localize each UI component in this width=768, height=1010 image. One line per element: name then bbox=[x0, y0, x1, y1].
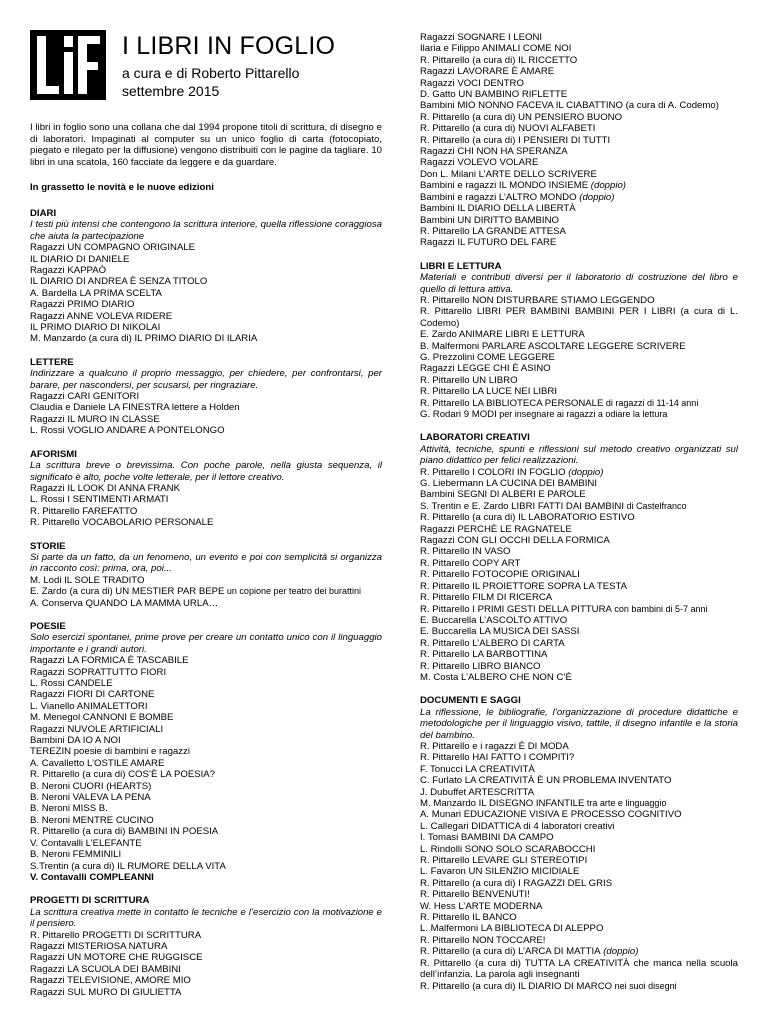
list-item bbox=[420, 752, 738, 763]
list-item bbox=[420, 352, 738, 363]
item-title: Ragazzi LA SCUOLA DEI BAMBINI bbox=[30, 963, 181, 975]
list-item bbox=[30, 769, 382, 780]
list-item bbox=[420, 66, 738, 77]
item-title: Bambini IL DIARIO DELLA LIBERTÀ bbox=[420, 203, 576, 215]
list-item bbox=[30, 975, 382, 986]
item-title: R. Pittarello FILM DI RICERCA bbox=[420, 592, 553, 604]
list-item bbox=[420, 672, 738, 683]
list-item bbox=[420, 821, 738, 832]
item-title: R. Pittarello VOCABOLARIO PERSONALE bbox=[30, 517, 214, 529]
item-title: A. Bardella LA PRIMA SCELTA bbox=[30, 287, 162, 299]
list-item bbox=[420, 546, 738, 557]
list-item bbox=[30, 849, 382, 860]
list-item bbox=[30, 930, 382, 941]
subtitle-date: settembre 2015 bbox=[122, 83, 220, 99]
item-note: per insegnare ai ragazzi a odiare la lettura bbox=[496, 409, 668, 419]
item-title: V. Contavalli L’ELEFANTE bbox=[30, 837, 142, 849]
item-title: Ragazzi SUL MURO DI GIULIETTA bbox=[30, 986, 182, 998]
list-item bbox=[30, 712, 382, 723]
list-item bbox=[420, 901, 738, 912]
list-item bbox=[420, 935, 738, 946]
item-title: B. Neroni MENTRE CUCINO bbox=[30, 814, 154, 826]
list-item bbox=[30, 391, 382, 402]
item-title: Bambini DA IO A NOI bbox=[30, 735, 121, 747]
item-title: Ragazzi PERCHÈ LE RAGNATELE bbox=[420, 523, 572, 535]
item-title: Bambini UN DIRITTO BAMBINO bbox=[420, 214, 559, 226]
list-item bbox=[30, 758, 382, 769]
item-title: R. Pittarello LIBRO BIANCO bbox=[420, 660, 541, 672]
list-item bbox=[30, 575, 382, 586]
item-title: R. Pittarello NON DISTURBARE STIAMO LEGGENDO bbox=[420, 294, 655, 306]
item-title: E. Zardo ANIMARE LIBRI E LETTURA bbox=[420, 329, 585, 341]
item-title: C. Furlato LA CREATIVITÀ È UN PROBLEMA INVENTATO bbox=[420, 775, 672, 787]
list-item bbox=[420, 535, 738, 546]
item-title: R. Pittarello PROGETTI DI SCRITTURA bbox=[30, 929, 202, 941]
list-item bbox=[30, 311, 382, 322]
item-title: Ragazzi KAPPAÒ bbox=[30, 265, 107, 276]
item-note: tra arte e linguaggio bbox=[584, 798, 667, 808]
section-title: AFORISMI bbox=[30, 448, 77, 460]
list-item bbox=[420, 489, 738, 500]
item-title: Ragazzi TELEVISIONE, AMORE MIO bbox=[30, 975, 191, 987]
list-item bbox=[420, 558, 738, 569]
item-title: S. Trentin e E. Zardo LIBRI FATTI DAI BAMBINI bbox=[420, 500, 625, 512]
item-title: Bambini MIO NONNO FACEVA IL CIABATTINO (a cura di A. Codemo) bbox=[420, 100, 719, 112]
list-item bbox=[420, 524, 738, 535]
item-title: B. Neroni CUORI (HEARTS) bbox=[30, 780, 152, 792]
section bbox=[30, 541, 382, 609]
item-title: R. Pittarello LA GRANDE ATTESA bbox=[420, 225, 566, 237]
list-item bbox=[420, 306, 738, 329]
libri-in-foglio-logo bbox=[30, 30, 106, 100]
item-title: E. Buccarella L’ASCOLTO ATTIVO bbox=[420, 614, 568, 626]
item-title: Claudia e Daniele LA FINESTRA lettere a Holden bbox=[30, 402, 240, 414]
item-title: R. Pittarello IL PROIETTORE SOPRA LA TESTA bbox=[420, 580, 628, 592]
item-title: Ragazzi VOCI DENTRO bbox=[420, 77, 524, 89]
list-item bbox=[30, 815, 382, 826]
item-title: R. Pittarello LA BIBLIOTECA PERSONALE bbox=[420, 397, 604, 409]
item-note: (doppio) bbox=[565, 466, 604, 478]
list-item bbox=[420, 764, 738, 775]
section-title: PROGETTI DI SCRITTURA bbox=[30, 895, 150, 907]
item-note: (doppio) bbox=[588, 180, 626, 192]
section-title: LABORATORI CREATIVI bbox=[420, 432, 530, 444]
section-description: La riflessione, le bibliografie, l’organizzazione di procedure didattiche e metodologiche per il linguaggio visivo, tattile, il disegno infantile e la storia del bambino. bbox=[420, 706, 738, 741]
item-title: R. Pittarello BENVENUTI! bbox=[420, 889, 530, 901]
list-item bbox=[420, 55, 738, 66]
list-item bbox=[30, 861, 382, 872]
item-title: Bambini e ragazzi L’ALTRO MONDO bbox=[420, 191, 577, 203]
list-item bbox=[420, 386, 738, 397]
section-description: Si parte da un fatto, da un fenomeno, un evento e poi con semplicità si organizza in racconto così: prima, ora, poi... bbox=[30, 551, 382, 575]
item-title: R. Pittarello L’ALBERO DI CARTA bbox=[420, 637, 565, 649]
list-item bbox=[30, 494, 382, 505]
list-item bbox=[30, 333, 382, 344]
document-title: I LIBRI IN FOGLIO bbox=[122, 32, 336, 60]
item-title: D. Gatto UN BAMBINO RIFLETTE bbox=[420, 89, 568, 101]
section-description: I testi più intensi che contengono la scrittura interiore, quella riflessione coraggiosa che aiuta la partecipazione bbox=[30, 219, 382, 242]
list-item bbox=[420, 787, 738, 798]
item-title: R. Pittarello I COLORI IN FOGLIO bbox=[420, 466, 566, 478]
item-title: R. Pittarello (a cura di) L’ARCA DI MATTIA bbox=[420, 946, 601, 958]
section-description: Indirizzare a qualcuno il proprio messaggio, per chiedere, per confrontarsi, per barare, per nascondersi, per scusarsi, per ringraziare. bbox=[30, 368, 382, 391]
item-title: A. Munari EDUCAZIONE VISIVA E PROCESSO COGNITIVO bbox=[420, 809, 682, 821]
item-title: A. Cavalletto L’OSTILE AMARE bbox=[30, 757, 165, 769]
list-item bbox=[420, 409, 738, 420]
item-title: L. Rindolli SONO SOLO SCARABOCCHI bbox=[420, 843, 596, 855]
left-sections bbox=[30, 208, 382, 998]
item-note: di Castelfranco bbox=[624, 500, 687, 511]
section bbox=[30, 895, 382, 998]
item-title: Ragazzi IL MURO IN CLASSE bbox=[30, 413, 160, 425]
list-item bbox=[420, 592, 738, 603]
list-item bbox=[30, 667, 382, 678]
intro-paragraph: I libri in foglio sono una collana che dal 1994 propone titoli di scrittura, di disegno e di laboratori. Impaginati al computer su un unico foglio di carta (fotocopiato, piegato e rilegato per la diffusione) vengono distribuiti con le pagine da tagliare. 10 libri in una scatola, 160 facciate da leggere e da guardare. bbox=[30, 122, 382, 168]
bold-note: In grassetto le novità e le nuove edizioni bbox=[30, 182, 214, 194]
list-item bbox=[30, 792, 382, 803]
list-item bbox=[30, 724, 382, 735]
item-title: R. Pittarello LEVARE GLI STEREOTIPI bbox=[420, 855, 588, 867]
item-title: Ragazzi FIORI DI CARTONE bbox=[30, 689, 155, 701]
list-item bbox=[30, 299, 382, 310]
section-title: LETTERE bbox=[30, 356, 74, 368]
list-item bbox=[30, 517, 382, 528]
item-title: L. Rossi VOGLIO ANDARE A PONTELONGO bbox=[30, 425, 225, 437]
item-title: G. Liebermann LA CUCINA DEI BAMBINI bbox=[420, 478, 598, 490]
item-title: R. Pittarello UN LIBRO bbox=[420, 374, 518, 386]
list-item bbox=[420, 581, 738, 592]
section bbox=[30, 621, 382, 883]
list-item bbox=[420, 180, 738, 191]
list-item bbox=[30, 678, 382, 689]
item-title: S.Trentin (a cura di) IL RUMORE DELLA VITA bbox=[30, 860, 226, 872]
list-item bbox=[420, 638, 738, 649]
item-title: IL DIARIO DI DANIELE bbox=[30, 253, 130, 265]
continued-list bbox=[420, 32, 738, 249]
item-title: R. Pittarello FAREFATTO bbox=[30, 505, 138, 517]
list-item bbox=[420, 878, 738, 889]
item-title: B. Malfermoni PARLARE ASCOLTARE LEGGERE SCRIVERE bbox=[420, 340, 686, 352]
list-item bbox=[420, 146, 738, 157]
item-title: Ragazzi CARI GENITORI bbox=[30, 391, 140, 403]
item-note: di ragazzi di 11-14 anni bbox=[603, 397, 699, 408]
section bbox=[30, 357, 382, 437]
item-title: R. Pittarello HAI FATTO I COMPITI? bbox=[420, 752, 575, 764]
list-item bbox=[420, 157, 738, 168]
list-item bbox=[420, 467, 738, 478]
list-item bbox=[420, 981, 738, 992]
list-item bbox=[30, 288, 382, 299]
item-title: Ragazzi UN MOTORE CHE RUGGISCE bbox=[30, 952, 203, 964]
list-item bbox=[30, 746, 382, 757]
list-item bbox=[420, 626, 738, 637]
item-title: G. Rodari 9 MODI bbox=[420, 409, 497, 420]
item-note: un copione per teatro dei burattini bbox=[224, 586, 362, 597]
list-item bbox=[420, 295, 738, 306]
list-item bbox=[420, 78, 738, 89]
list-item bbox=[420, 135, 738, 146]
list-item bbox=[30, 689, 382, 700]
item-title: I. Tomasi BAMBINI DA CAMPO bbox=[420, 832, 554, 844]
list-item bbox=[30, 826, 382, 837]
item-title: Ragazzi LA FORMICA È TASCABILE bbox=[30, 655, 189, 667]
item-title: L. Vianello ANIMALETTORI bbox=[30, 700, 148, 712]
item-note: con bambini di 5-7 anni bbox=[611, 603, 708, 614]
item-title: Ragazzi VOLEVO VOLARE bbox=[420, 157, 539, 169]
list-item bbox=[420, 237, 738, 248]
list-item bbox=[420, 112, 738, 123]
list-item bbox=[30, 276, 382, 287]
list-item bbox=[420, 615, 738, 626]
list-item bbox=[420, 375, 738, 386]
list-item bbox=[30, 838, 382, 849]
list-item bbox=[30, 987, 382, 998]
section-title: LIBRI E LETTURA bbox=[420, 260, 502, 272]
item-title: E. Buccarella LA MUSICA DEI SASSI bbox=[420, 626, 580, 638]
item-title: Bambini SEGNI DI ALBERI E PAROLE bbox=[420, 489, 586, 501]
item-title: J. Dubuffet ARTESCRITTA bbox=[420, 786, 535, 798]
list-item bbox=[30, 872, 382, 883]
item-title: R. Pittarello IN VASO bbox=[420, 546, 511, 558]
item-title: R. Pittarello (a cura di) TUTTA LA CREATIVITÀ che manca nella scuola dell’infanzia. La parola agli insegnanti bbox=[420, 957, 738, 981]
list-item bbox=[420, 569, 738, 580]
item-note: (doppio) bbox=[600, 946, 639, 958]
item-title: M. Lodi IL SOLE TRADITO bbox=[30, 574, 145, 586]
section-title: POESIE bbox=[30, 620, 66, 632]
subtitle-author: a cura e di Roberto Pittarello bbox=[122, 65, 300, 81]
item-note: (doppio) bbox=[576, 191, 615, 203]
section-title: DIARI bbox=[30, 207, 57, 219]
item-title: Ragazzi LAVORARE È AMARE bbox=[420, 66, 555, 78]
item-title: R. Pittarello (a cura di) NUOVI ALFABETI bbox=[420, 123, 596, 135]
list-item bbox=[420, 478, 738, 489]
item-title: R. Pittarello (a cura di) I RAGAZZI DEL GRIS bbox=[420, 877, 613, 889]
list-item bbox=[420, 832, 738, 843]
list-item bbox=[30, 506, 382, 517]
item-title: R. Pittarello (a cura di) UN PENSIERO BUONO bbox=[420, 111, 623, 123]
item-title: R. Pittarello FOTOCOPIE ORIGINALI bbox=[420, 569, 580, 581]
list-item bbox=[420, 798, 738, 809]
item-title: Don L. Milani L’ARTE DELLO SCRIVERE bbox=[420, 168, 597, 180]
list-item bbox=[420, 43, 738, 54]
list-item bbox=[420, 363, 738, 374]
item-title: R. Pittarello (a cura di) IL DIARIO DI MARCO bbox=[420, 980, 613, 992]
list-item bbox=[420, 215, 738, 226]
list-item bbox=[420, 649, 738, 660]
list-item bbox=[420, 958, 738, 981]
item-title: Bambini e ragazzi IL MONDO INSIEME bbox=[420, 180, 589, 192]
item-title: V. Contavalli COMPLEANNI bbox=[30, 871, 154, 883]
item-title: Ilaria e Filippo ANIMALI COME NOI bbox=[420, 43, 572, 55]
section bbox=[420, 432, 738, 683]
item-title: L. Favaron UN SILENZIO MICIDIALE bbox=[420, 866, 580, 878]
list-item bbox=[420, 866, 738, 877]
list-item bbox=[420, 398, 738, 409]
list-item bbox=[420, 661, 738, 672]
item-note: nei suoi disegni bbox=[612, 980, 677, 991]
right-column bbox=[420, 32, 738, 1004]
item-title: R. Pittarello COPY ART bbox=[420, 557, 521, 569]
item-title: R. Pittarello (a cura di) COS’È LA POESIA? bbox=[30, 769, 216, 781]
header bbox=[30, 30, 382, 122]
list-item bbox=[420, 32, 738, 43]
list-item bbox=[30, 952, 382, 963]
list-item bbox=[420, 501, 738, 512]
section bbox=[420, 261, 738, 421]
item-title: M. Manzardo IL DISEGNO INFANTILE bbox=[420, 798, 585, 809]
list-item bbox=[420, 100, 738, 111]
section-title: DOCUMENTI E SAGGI bbox=[420, 695, 521, 707]
item-title: L. Rossi I SENTIMENTI ARMATI bbox=[30, 494, 169, 506]
item-title: G. Prezzolini COME LEGGERE bbox=[420, 351, 555, 363]
list-item bbox=[30, 322, 382, 333]
section-description: Attività, tecniche, spunti e riflessioni sul metodo creativo organizzati sul piano didattico per felici realizzazioni. bbox=[420, 443, 738, 467]
section-description: La scrittura creativa mette in contatto le tecniche e l’esercizio con la motivazione e il pensiero. bbox=[30, 906, 382, 930]
list-item bbox=[30, 483, 382, 494]
item-title: Ragazzi IL FUTURO DEL FARE bbox=[420, 237, 557, 249]
item-title: L. Rossi CANDELE bbox=[30, 678, 113, 689]
item-title: B. Neroni MISS B. bbox=[30, 803, 108, 815]
item-title: R. Pittarello LA LUCE NEI LIBRI bbox=[420, 386, 558, 398]
list-item bbox=[420, 604, 738, 615]
item-title: R. Pittarello (a cura di) BAMBINI IN POESIA bbox=[30, 826, 219, 838]
item-title: M. Menegol CANNONI E BOMBE bbox=[30, 712, 174, 724]
item-title: Ragazzi IL LOOK DI ANNA FRANK bbox=[30, 482, 180, 494]
list-item bbox=[420, 192, 738, 203]
item-title: R. Pittarello (a cura di) IL LABORATORIO ESTIVO bbox=[420, 512, 635, 524]
list-item bbox=[420, 341, 738, 352]
list-item bbox=[30, 941, 382, 952]
item-title: M. Costa L’ALBERO CHE NON C’È bbox=[420, 671, 572, 683]
item-title: Ragazzi UN COMPAGNO ORIGINALE bbox=[30, 242, 196, 254]
item-title: TEREZIN poesie di bambini e ragazzi bbox=[30, 746, 190, 758]
item-title: IL DIARIO DI ANDREA È SENZA TITOLO bbox=[30, 276, 208, 288]
item-title: B. Neroni VALEVA LA PENA bbox=[30, 792, 151, 804]
item-title: F. Tonucci LA CREATIVITÀ bbox=[420, 763, 535, 775]
list-item bbox=[420, 809, 738, 820]
list-item bbox=[420, 89, 738, 100]
item-title: L. Malfermoni LA BIBLIOTECA DI ALEPPO bbox=[420, 923, 604, 935]
item-title: Ragazzi SOGNARE I LEONI bbox=[420, 32, 543, 43]
list-item bbox=[30, 964, 382, 975]
item-title: R. Pittarello IL BANCO bbox=[420, 912, 517, 924]
list-item bbox=[420, 741, 738, 752]
list-item bbox=[420, 226, 738, 237]
item-title: R. Pittarello NON TOCCARE! bbox=[420, 934, 546, 946]
section bbox=[30, 208, 382, 345]
item-title: Ragazzi CON GLI OCCHI DELLA FORMICA bbox=[420, 535, 610, 547]
section-title: STORIE bbox=[30, 540, 66, 552]
document-subtitle bbox=[122, 64, 299, 100]
left-column bbox=[30, 0, 382, 1010]
right-sections bbox=[420, 261, 738, 992]
section-description: Materiali e contributi diversi per il laboratorio di costruzione del libro e quello di lettura attiva. bbox=[420, 272, 738, 295]
list-item bbox=[420, 329, 738, 340]
item-title: R. Pittarello I PRIMI GESTI DELLA PITTURA bbox=[420, 603, 612, 615]
section bbox=[420, 695, 738, 992]
list-item bbox=[30, 242, 382, 253]
item-title: Ragazzi NUVOLE ARTIFICIALI bbox=[30, 723, 164, 735]
section bbox=[30, 449, 382, 529]
list-item bbox=[30, 425, 382, 436]
item-title: R. Pittarello (a cura di) IL RICCETTO bbox=[420, 54, 578, 66]
item-title: R. Pittarello (a cura di) I PENSIERI DI TUTTI bbox=[420, 134, 611, 146]
list-item bbox=[30, 414, 382, 425]
list-item bbox=[30, 254, 382, 265]
item-title: L. Callegari DIDATTICA di 4 laboratori creativi bbox=[420, 820, 615, 832]
item-title: R. Pittarello e i ragazzi È DI MODA bbox=[420, 740, 569, 752]
list-item bbox=[30, 735, 382, 746]
item-title: M. Manzardo (a cura di) IL PRIMO DIARIO DI ILARIA bbox=[30, 333, 258, 345]
list-item bbox=[420, 889, 738, 900]
list-item bbox=[420, 203, 738, 214]
list-item bbox=[420, 123, 738, 134]
list-item bbox=[30, 265, 382, 276]
list-item bbox=[420, 946, 738, 957]
item-title: Ragazzi MISTERIOSA NATURA bbox=[30, 940, 168, 952]
item-title: Ragazzi LEGGE CHI È ASINO bbox=[420, 363, 551, 375]
list-item bbox=[420, 844, 738, 855]
item-title: W. Hess L’ARTE MODERNA bbox=[420, 900, 543, 912]
list-item bbox=[420, 912, 738, 923]
list-item bbox=[30, 402, 382, 413]
list-item bbox=[30, 586, 382, 597]
section-description: La scrittura breve o brevissima. Con poche parole, nella giusta sequenza, il significato è alto, poche volte letterale, per il lettore creativo. bbox=[30, 460, 382, 483]
item-title: E. Zardo (a cura di) UN MESTIER PAR BEPE bbox=[30, 586, 225, 598]
item-title: R. Pittarello LA BARBOTTINA bbox=[420, 649, 548, 661]
list-item bbox=[420, 775, 738, 786]
list-item bbox=[420, 923, 738, 934]
list-item bbox=[30, 598, 382, 609]
section-description: Solo esercizi spontanei, prime prove per creare un contatto unico con il linguaggio importante e i grandi autori. bbox=[30, 632, 382, 655]
item-title: A. Conserva QUANDO LA MAMMA URLA… bbox=[30, 597, 219, 609]
item-title: R. Pittarello LIBRI PER BAMBINI BAMBINI PER I LIBRI (a cura di L. Codemo) bbox=[420, 306, 738, 329]
list-item bbox=[30, 781, 382, 792]
item-title: Ragazzi SOPRATTUTTO FIORI bbox=[30, 666, 167, 678]
list-item bbox=[30, 701, 382, 712]
item-title: IL PRIMO DIARIO DI NIKOLAI bbox=[30, 322, 161, 334]
item-title: Ragazzi ANNE VOLEVA RIDERE bbox=[30, 310, 173, 322]
list-item bbox=[30, 803, 382, 814]
list-item bbox=[30, 655, 382, 666]
item-title: B. Neroni FEMMINILI bbox=[30, 849, 122, 861]
list-item bbox=[420, 512, 738, 523]
item-title: Ragazzi PRIMO DIARIO bbox=[30, 299, 135, 311]
item-title: Ragazzi CHI NON HA SPERANZA bbox=[420, 146, 568, 158]
list-item bbox=[420, 169, 738, 180]
list-item bbox=[420, 855, 738, 866]
